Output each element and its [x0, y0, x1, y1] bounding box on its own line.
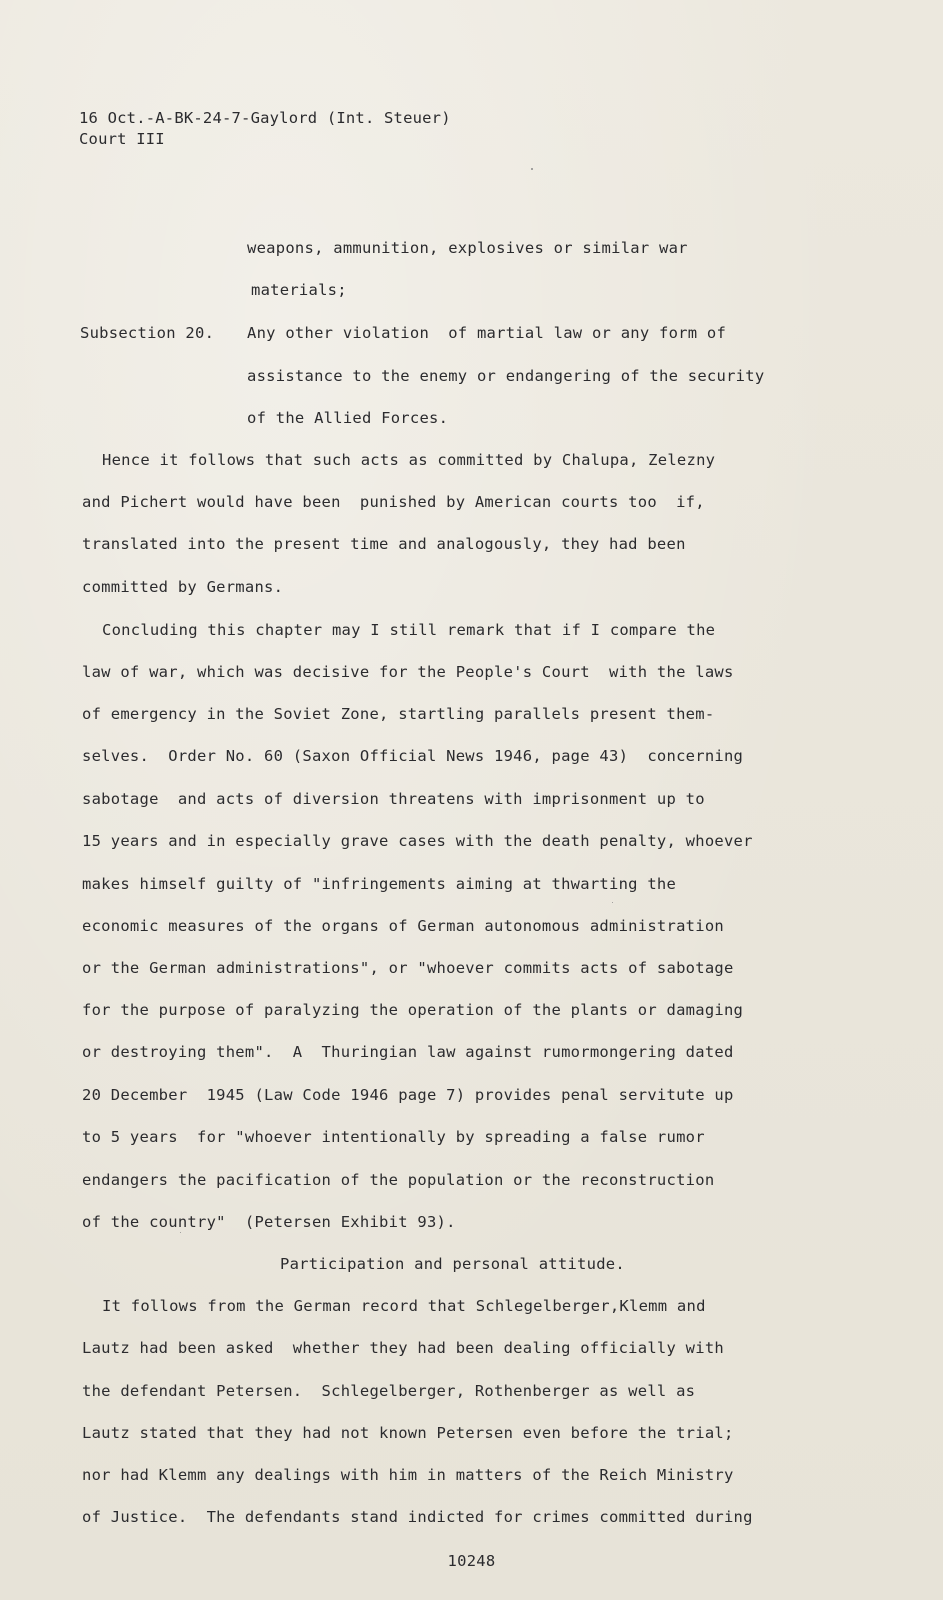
text-line-11: law of war, which was decisive for the People's Court with the laws [82, 663, 734, 681]
text-line-16: makes himself guilty of "infringements aiming at thwarting the [82, 875, 677, 893]
text-line-13: selves. Order No. 60 (Saxon Official News 1946, page 43) concerning [82, 747, 744, 765]
text-line-7: and Pichert would have been punished by American courts too if, [82, 493, 705, 511]
text-line-9: committed by Germans. [82, 578, 284, 596]
subsection-label: Subsection 20. [80, 324, 215, 342]
text-line-14: sabotage and acts of diversion threatens with imprisonment up to [82, 790, 705, 808]
text-line-19: for the purpose of paralyzing the operation of the plants or damaging [82, 1001, 744, 1019]
text-line-21: 20 December 1945 (Law Code 1946 page 7) provides penal servitute up [82, 1086, 734, 1104]
text-line-8: translated into the present time and analogously, they had been [82, 535, 686, 553]
text-line-5: of the Allied Forces. [247, 409, 449, 427]
text-line-1: weapons, ammunition, explosives or similar war [247, 239, 688, 257]
text-line-12: of emergency in the Soviet Zone, startling parallels present them- [82, 705, 715, 723]
text-line-22: to 5 years for "whoever intentionally by spreading a false rumor [82, 1128, 705, 1146]
text-line-6: Hence it follows that such acts as committed by Chalupa, Zelezny [102, 451, 716, 469]
text-line-30: of Justice. The defendants stand indicted for crimes committed during [82, 1508, 753, 1526]
section-heading: Participation and personal attitude. [280, 1255, 625, 1273]
text-line-17: economic measures of the organs of German autonomous administration [82, 917, 724, 935]
paper-speck [612, 902, 613, 903]
text-line-18: or the German administrations", or "whoever commits acts of sabotage [82, 959, 734, 977]
text-line-24: of the country" (Petersen Exhibit 93). [82, 1213, 456, 1231]
paper-speck [531, 168, 533, 170]
text-line-23: endangers the pacification of the population or the reconstruction [82, 1171, 715, 1189]
document-header [79, 108, 451, 150]
text-line-25: It follows from the German record that Schlegelberger,Klemm and [102, 1297, 706, 1315]
header-court-line: Court III [79, 130, 165, 148]
text-line-10: Concluding this chapter may I still remark that if I compare the [102, 621, 716, 639]
header-reference-line: 16 Oct.-A-BK-24-7-Gaylord (Int. Steuer) [79, 109, 451, 127]
text-line-26: Lautz had been asked whether they had been dealing officially with [82, 1339, 724, 1357]
text-line-29: nor had Klemm any dealings with him in matters of the Reich Ministry [82, 1466, 734, 1484]
text-line-28: Lautz stated that they had not known Petersen even before the trial; [82, 1424, 734, 1442]
paper-speck [180, 1232, 181, 1233]
text-line-4: assistance to the enemy or endangering of the security [247, 367, 765, 385]
text-line-20: or destroying them". A Thuringian law against rumormongering dated [82, 1043, 734, 1061]
text-line-3: Any other violation of martial law or any form of [247, 324, 727, 342]
text-line-2: materials; [251, 281, 347, 299]
page-number: 10248 [447, 1552, 496, 1570]
text-line-27: the defendant Petersen. Schlegelberger, Rothenberger as well as [82, 1382, 696, 1400]
text-line-15: 15 years and in especially grave cases with the death penalty, whoever [82, 832, 753, 850]
